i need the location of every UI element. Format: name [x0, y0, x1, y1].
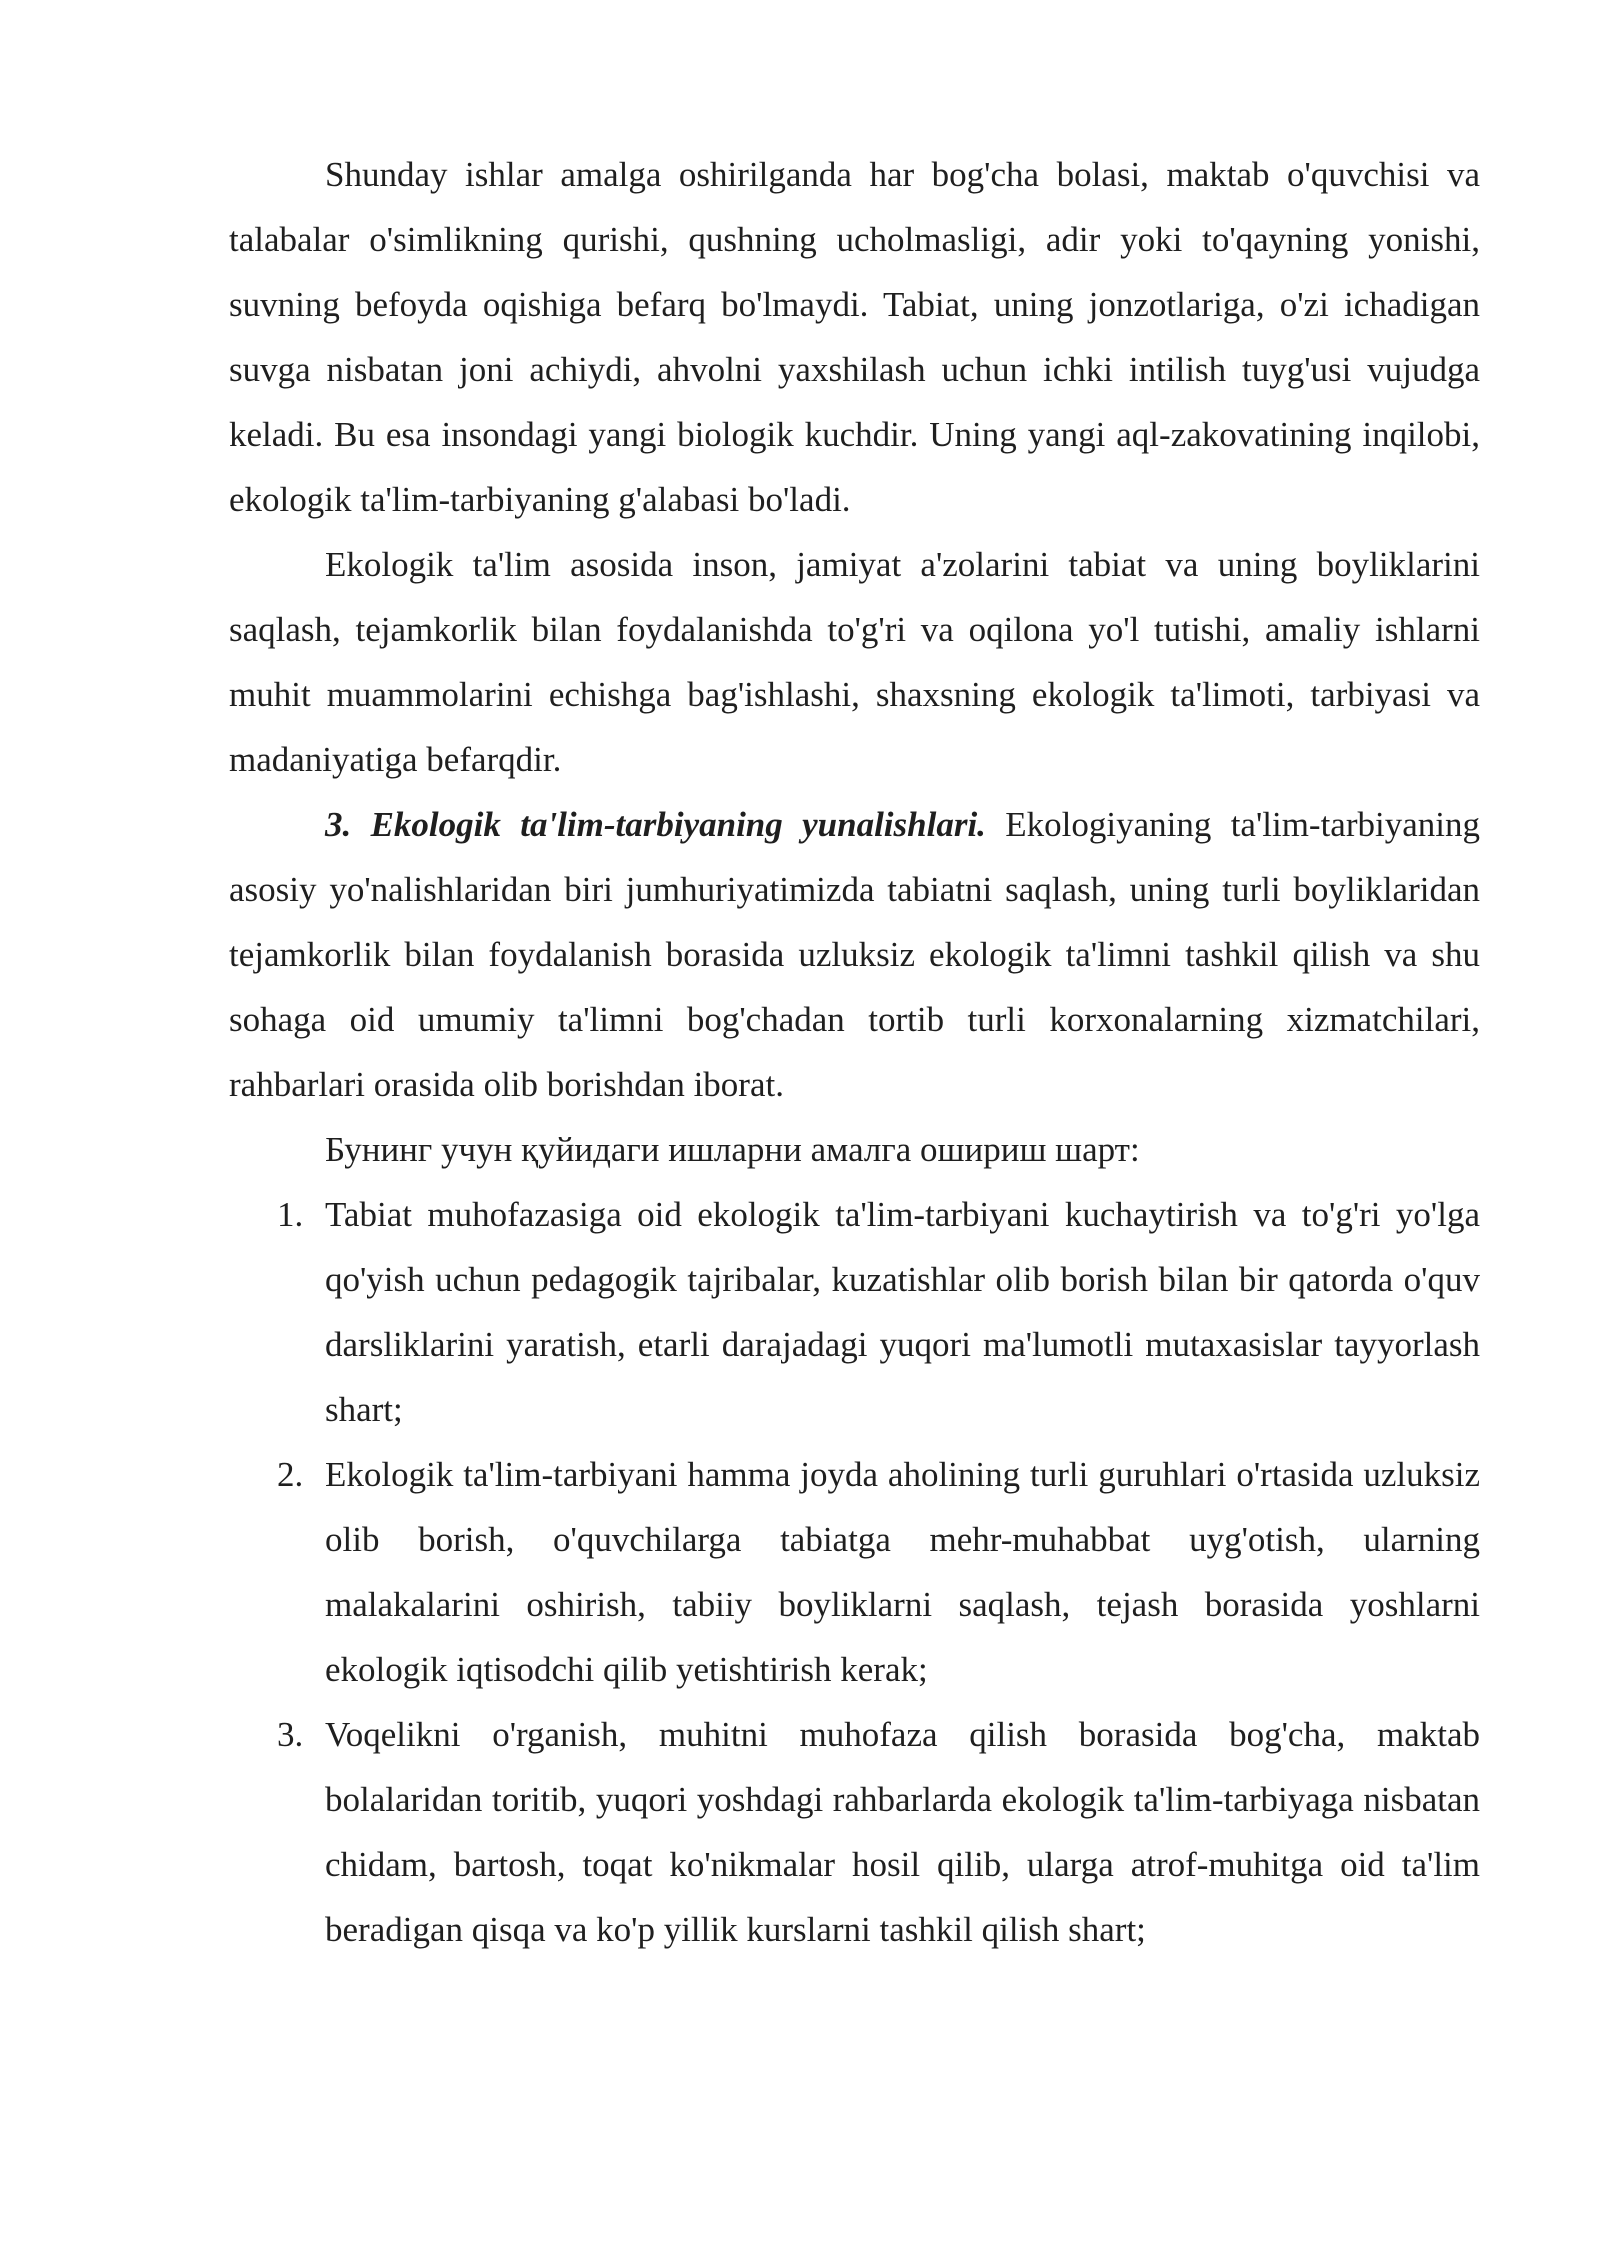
- list-item: [229, 1442, 1480, 1702]
- section-heading: 3. Ekologik ta'lim-tarbiyaning yunalishlari.: [325, 805, 986, 844]
- paragraph-3-body: Ekologiyaning ta'lim-tarbiyaning asosiy yo'nalishlaridan biri jumhuriyatimizda tabiatni saqlash, uning turli boyliklaridan tejamkorlik bilan foydalanish borasida uzluksiz ekologik ta'limni tashkil qilish va shu sohaga oid umumiy ta'limni bog'chadan tortib turli korxonalarning xizmatchilari, rahbarlari orasida olib borishdan iborat.: [229, 805, 1480, 1104]
- list-item: [229, 1702, 1480, 1962]
- numbered-list: [229, 1182, 1480, 1962]
- paragraph-4: Бунинг учун қуйидаги ишларни амалга ошириш шарт:: [325, 1130, 1140, 1169]
- list-item-text: Ekologik ta'lim-tarbiyani hamma joyda aholining turli guruhlari o'rtasida uzluksiz olib borish, o'quvchilarga tabiatga mehr-muhabbat uyg'otish, ularning malakalarini oshirish, tabiiy boyliklarni saqlash, tejash borasida yoshlarni ekologik iqtisodchi qilib yetishtirish kerak;: [325, 1455, 1480, 1689]
- list-item-number: 3.: [277, 1715, 304, 1754]
- paragraph-1: Shunday ishlar amalga oshirilganda har bog'cha bolasi, maktab o'quvchisi va talabalar o'simlikning qurishi, qushning ucholmasligi, adir yoki to'qayning yonishi, suvning befoyda oqishiga befarq bo'lmaydi. Tabiat, uning jonzotlariga, o'zi ichadigan suvga nisbatan joni achiydi, ahvolni yaxshilash uchun ichki intilish tuyg'usi vujudga keladi. Bu esa insondagi yangi biologik kuchdir. Uning yangi aql-zakovatining inqilobi, ekologik ta'lim-tarbiyaning g'alabasi bo'ladi.: [229, 155, 1480, 519]
- list-item-number: 2.: [277, 1455, 304, 1494]
- paragraph-3: [229, 792, 1480, 1117]
- document-page: [229, 142, 1480, 1962]
- list-item: [229, 1182, 1480, 1442]
- list-item-number: 1.: [277, 1195, 304, 1234]
- list-item-text: Tabiat muhofazasiga oid ekologik ta'lim-tarbiyani kuchaytirish va to'g'ri yo'lga qo'yish uchun pedagogik tajribalar, kuzatishlar olib borish bilan bir qatorda o'quv darsliklarini yaratish, etarli darajadagi yuqori ma'lumotli mutaxasislar tayyorlash shart;: [325, 1195, 1480, 1429]
- list-item-text: Voqelikni o'rganish, muhitni muhofaza qilish borasida bog'cha, maktab bolalaridan toritib, yuqori yoshdagi rahbarlarda ekologik ta'lim-tarbiyaga nisbatan chidam, bartosh, toqat ko'nikmalar hosil qilib, ularga atrof-muhitga oid ta'lim beradigan qisqa va ko'p yillik kurslarni tashkil qilish shart;: [325, 1715, 1480, 1949]
- paragraph-2: Ekologik ta'lim asosida inson, jamiyat a'zolarini tabiat va uning boyliklarini saqlash, tejamkorlik bilan foydalanishda to'g'ri va oqilona yo'l tutishi, amaliy ishlarni muhit muammolarini echishga bag'ishlashi, shaxsning ekologik ta'limoti, tarbiyasi va madaniyatiga befarqdir.: [229, 545, 1480, 779]
